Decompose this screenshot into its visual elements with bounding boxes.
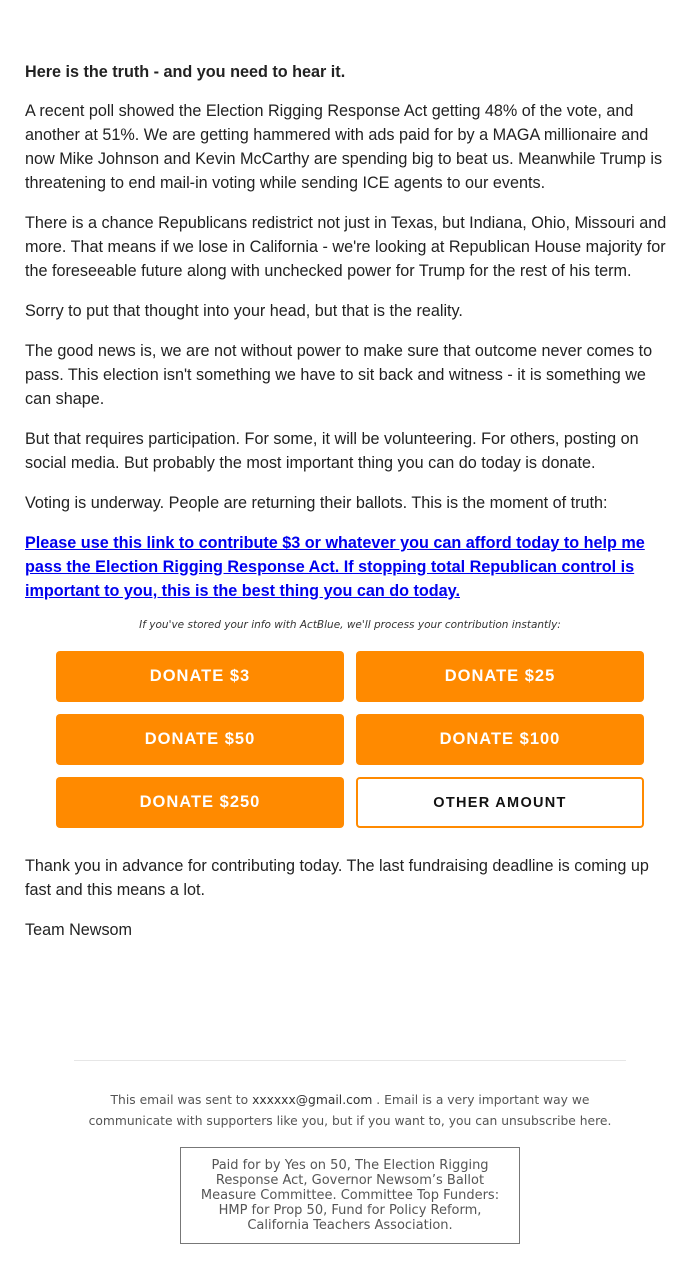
- email-headline: Here is the truth - and you need to hear it.: [25, 63, 346, 81]
- footer-notice: [70, 1090, 630, 1132]
- contribute-link[interactable]: Please use this link to contribute $3 or whatever you can afford today to help me pass the Election Rigging Response Act. If stopping total Republican control is important to you, this is the best thing you can do today.: [25, 534, 645, 600]
- paid-for-disclaimer: Paid for by Yes on 50, The Election Rigging Response Act, Governor Newsom’s Ballot Measure Committee. Committee Top Funders: HMP for Prop 50, Fund for Policy Reform, California Teachers Association.: [180, 1147, 520, 1244]
- paragraph-poll: A recent poll showed the Election Rigging Response Act getting 48% of the vote, and another at 51%. We are getting hammered with ads paid for by a MAGA millionaire and now Mike Johnson and Kevin McCarthy are spending big to beat us. Meanwhile Trump is threatening to end mail-in voting while sending ICE agents to our events.: [25, 102, 663, 192]
- footer-sent-prefix: This email was sent to: [110, 1093, 253, 1107]
- actblue-note: If you've stored your info with ActBlue, we'll process your contribution instantly:: [139, 619, 561, 631]
- footer-divider: [74, 1060, 626, 1061]
- closing-paragraph: Thank you in advance for contributing today. The last fundraising deadline is coming up fast and this means a lot.: [25, 857, 649, 899]
- donate-25-button[interactable]: DONATE $25: [356, 651, 644, 702]
- donate-button-grid: [56, 651, 644, 828]
- donate-50-button[interactable]: DONATE $50: [56, 714, 344, 765]
- donate-250-button[interactable]: DONATE $250: [56, 777, 344, 828]
- donate-3-button[interactable]: DONATE $3: [56, 651, 344, 702]
- email-body: [25, 60, 675, 958]
- footer-sent-suffix[interactable]: . Email is a very important way we communicate with supporters like you, but if you want to, you can unsubscribe here.: [88, 1093, 612, 1128]
- signature: Team Newsom: [25, 921, 133, 939]
- paragraph-voting: Voting is underway. People are returning their ballots. This is the moment of truth:: [25, 494, 608, 512]
- paragraph-participation: But that requires participation. For some, it will be volunteering. For others, posting on social media. But probably the most important thing you can do today is donate.: [25, 430, 639, 472]
- paragraph-redistrict: There is a chance Republicans redistrict not just in Texas, but Indiana, Ohio, Missouri and more. That means if we lose in California - we're looking at Republican House majority for the foreseeable future along with unchecked power for Trump for the rest of his term.: [25, 214, 667, 280]
- donate-100-button[interactable]: DONATE $100: [356, 714, 644, 765]
- paragraph-sorry: Sorry to put that thought into your head, but that is the reality.: [25, 302, 463, 320]
- recipient-email: xxxxxx@gmail.com: [252, 1093, 373, 1107]
- other-amount-button[interactable]: OTHER AMOUNT: [356, 777, 644, 828]
- paragraph-good-news: The good news is, we are not without power to make sure that outcome never comes to pass. This election isn't something we have to sit back and witness - it is something we can shape.: [25, 342, 653, 408]
